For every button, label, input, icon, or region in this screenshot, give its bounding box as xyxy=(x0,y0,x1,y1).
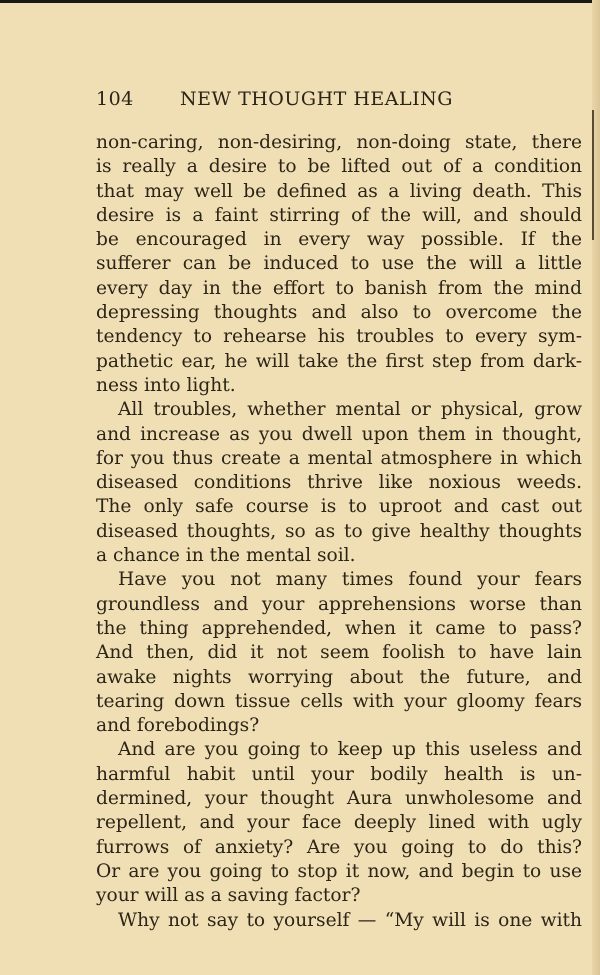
text-line: ness into light. xyxy=(96,374,236,396)
text-line: tearing down tissue cells with your gloomy fears xyxy=(96,690,582,712)
body-text xyxy=(96,131,582,933)
running-title: NEW THOUGHT HEALING xyxy=(180,88,453,110)
text-line: be encouraged in every way possible. If the xyxy=(96,229,582,251)
text-line: furrows of anxiety? Are you going to do this? xyxy=(96,836,582,858)
text-line: for you thus create a mental atmosphere in which xyxy=(96,447,582,469)
text-line: dermined, your thought Aura unwholesome and xyxy=(96,788,582,810)
text-line: depressing thoughts and also to overcome the xyxy=(96,302,582,324)
text-line: the thing apprehended, when it came to pass? xyxy=(96,617,582,639)
text-line: diseased thoughts, so as to give healthy thoughts xyxy=(96,520,582,542)
text-line: tendency to rehearse his troubles to every sym- xyxy=(96,326,582,348)
text-line: sufferer can be induced to use the will a little xyxy=(96,253,582,275)
page-top-border xyxy=(0,0,600,3)
text-line: The only safe course is to uproot and cast out xyxy=(96,496,582,518)
text-line: your will as a saving factor? xyxy=(96,885,361,907)
text-line: And then, did it not seem foolish to have lain xyxy=(96,642,582,664)
text-line: a chance in the mental soil. xyxy=(96,545,356,567)
text-line: and forebodings? xyxy=(96,715,260,737)
text-line: Or are you going to stop it now, and begin to use xyxy=(96,860,582,882)
page-number: 104 xyxy=(96,88,134,110)
text-line: Have you not many times found your fears xyxy=(118,569,582,591)
text-line: awake nights worrying about the future, and xyxy=(96,666,582,688)
text-line: and increase as you dwell upon them in thought, xyxy=(96,423,582,445)
text-line: every day in the effort to banish from the mind xyxy=(96,277,582,299)
text-line: is really a desire to be lifted out of a condition xyxy=(96,156,582,178)
text-line: And are you going to keep up this useless and xyxy=(118,739,582,761)
text-line: groundless and your apprehensions worse than xyxy=(96,593,582,615)
text-line: that may well be defined as a living death. This xyxy=(96,180,582,202)
text-line: diseased conditions thrive like noxious weeds. xyxy=(96,472,582,494)
binding-line xyxy=(592,110,594,240)
text-line: harmful habit until your bodily health is un- xyxy=(96,763,582,785)
text-line: pathetic ear, he will take the first step from dark- xyxy=(96,350,582,372)
text-line: desire is a faint stirring of the will, and should xyxy=(96,204,582,226)
text-line: Why not say to yourself — “My will is one with xyxy=(118,909,582,931)
text-line: non-caring, non-desiring, non-doing state, there xyxy=(96,132,582,153)
text-line: repellent, and your face deeply lined with ugly xyxy=(96,812,582,834)
text-line: All troubles, whether mental or physical, grow xyxy=(118,399,582,421)
